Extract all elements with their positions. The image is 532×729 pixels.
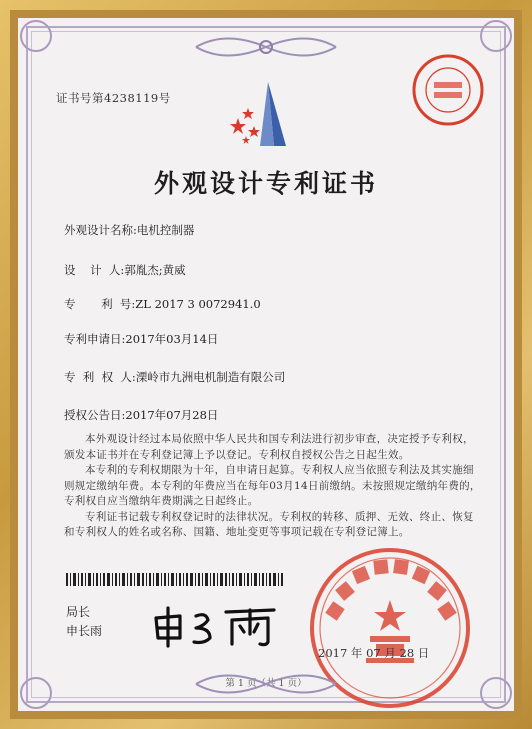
field-value: 电机控制器 [136, 223, 195, 237]
page-number: 第 1 页（共 1 页） [225, 678, 307, 689]
top-ornament [186, 30, 346, 64]
certificate-title: 外观设计专利证书 [153, 169, 378, 198]
field-label: 授权公告日: [64, 408, 126, 422]
field-value: ZL 2017 3 0072941.0 [135, 297, 261, 311]
field-value: 郭胤杰;黄威 [124, 263, 186, 277]
certificate-paper [18, 18, 514, 711]
field-designer [64, 262, 186, 278]
body-paragraph: 本外观设计经过本局依照中华人民共和国专利法进行初步审查，决定授予专利权，颁发本证书并在专利登记簿上予以登记。专利权自授权公告之日起生效。 [64, 433, 474, 461]
director-name: 申长雨 [66, 624, 103, 638]
field-patentee [64, 369, 285, 385]
field-filing-date [64, 331, 218, 347]
field-grant-date [64, 407, 218, 423]
body-paragraph: 专利证书记载专利权登记时的法律状况。专利权的转移、质押、无效、终止、恢复和专利权人的姓名或名称、国籍、地址变更等事项记载在专利登记簿上。 [64, 510, 474, 538]
handwritten-signature-icon [150, 604, 290, 648]
field-label: 专 利 权 人: [64, 370, 136, 384]
field-value: 2017年03月14日 [125, 332, 219, 346]
agency-stamp-icon [408, 50, 488, 130]
body-paragraph: 本专利的专利权期限为十年，自申请日起算。专利权人应当依照专利法及其实施细则规定缴纳年费。本专利的年费应当在每年03月14日前缴纳。未按照规定缴纳年费的，专利权自应当缴纳年费期满之日起终止。 [64, 464, 481, 507]
seal-date: 2017 年 07 月 28 日 [318, 646, 430, 660]
barcode-icon [66, 573, 286, 586]
field-design-name [64, 222, 194, 238]
field-label: 专利申请日: [64, 332, 126, 346]
field-label: 设 计 人: [64, 263, 125, 277]
certificate-body [64, 432, 484, 541]
cnipa-logo-icon [224, 80, 304, 150]
corner-ornament [480, 20, 512, 52]
field-patent-number [64, 296, 261, 312]
field-value: 溧岭市九洲电机制造有限公司 [135, 370, 286, 384]
director-title: 局长 [66, 605, 91, 619]
field-value: 2017年07月28日 [125, 408, 219, 422]
bottom-ornament [186, 667, 346, 701]
certificate-number: 证书号第4238119号 [56, 91, 171, 105]
corner-ornament [20, 20, 52, 52]
field-label: 外观设计名称: [64, 223, 137, 237]
field-label: 专 利 号: [64, 297, 136, 311]
